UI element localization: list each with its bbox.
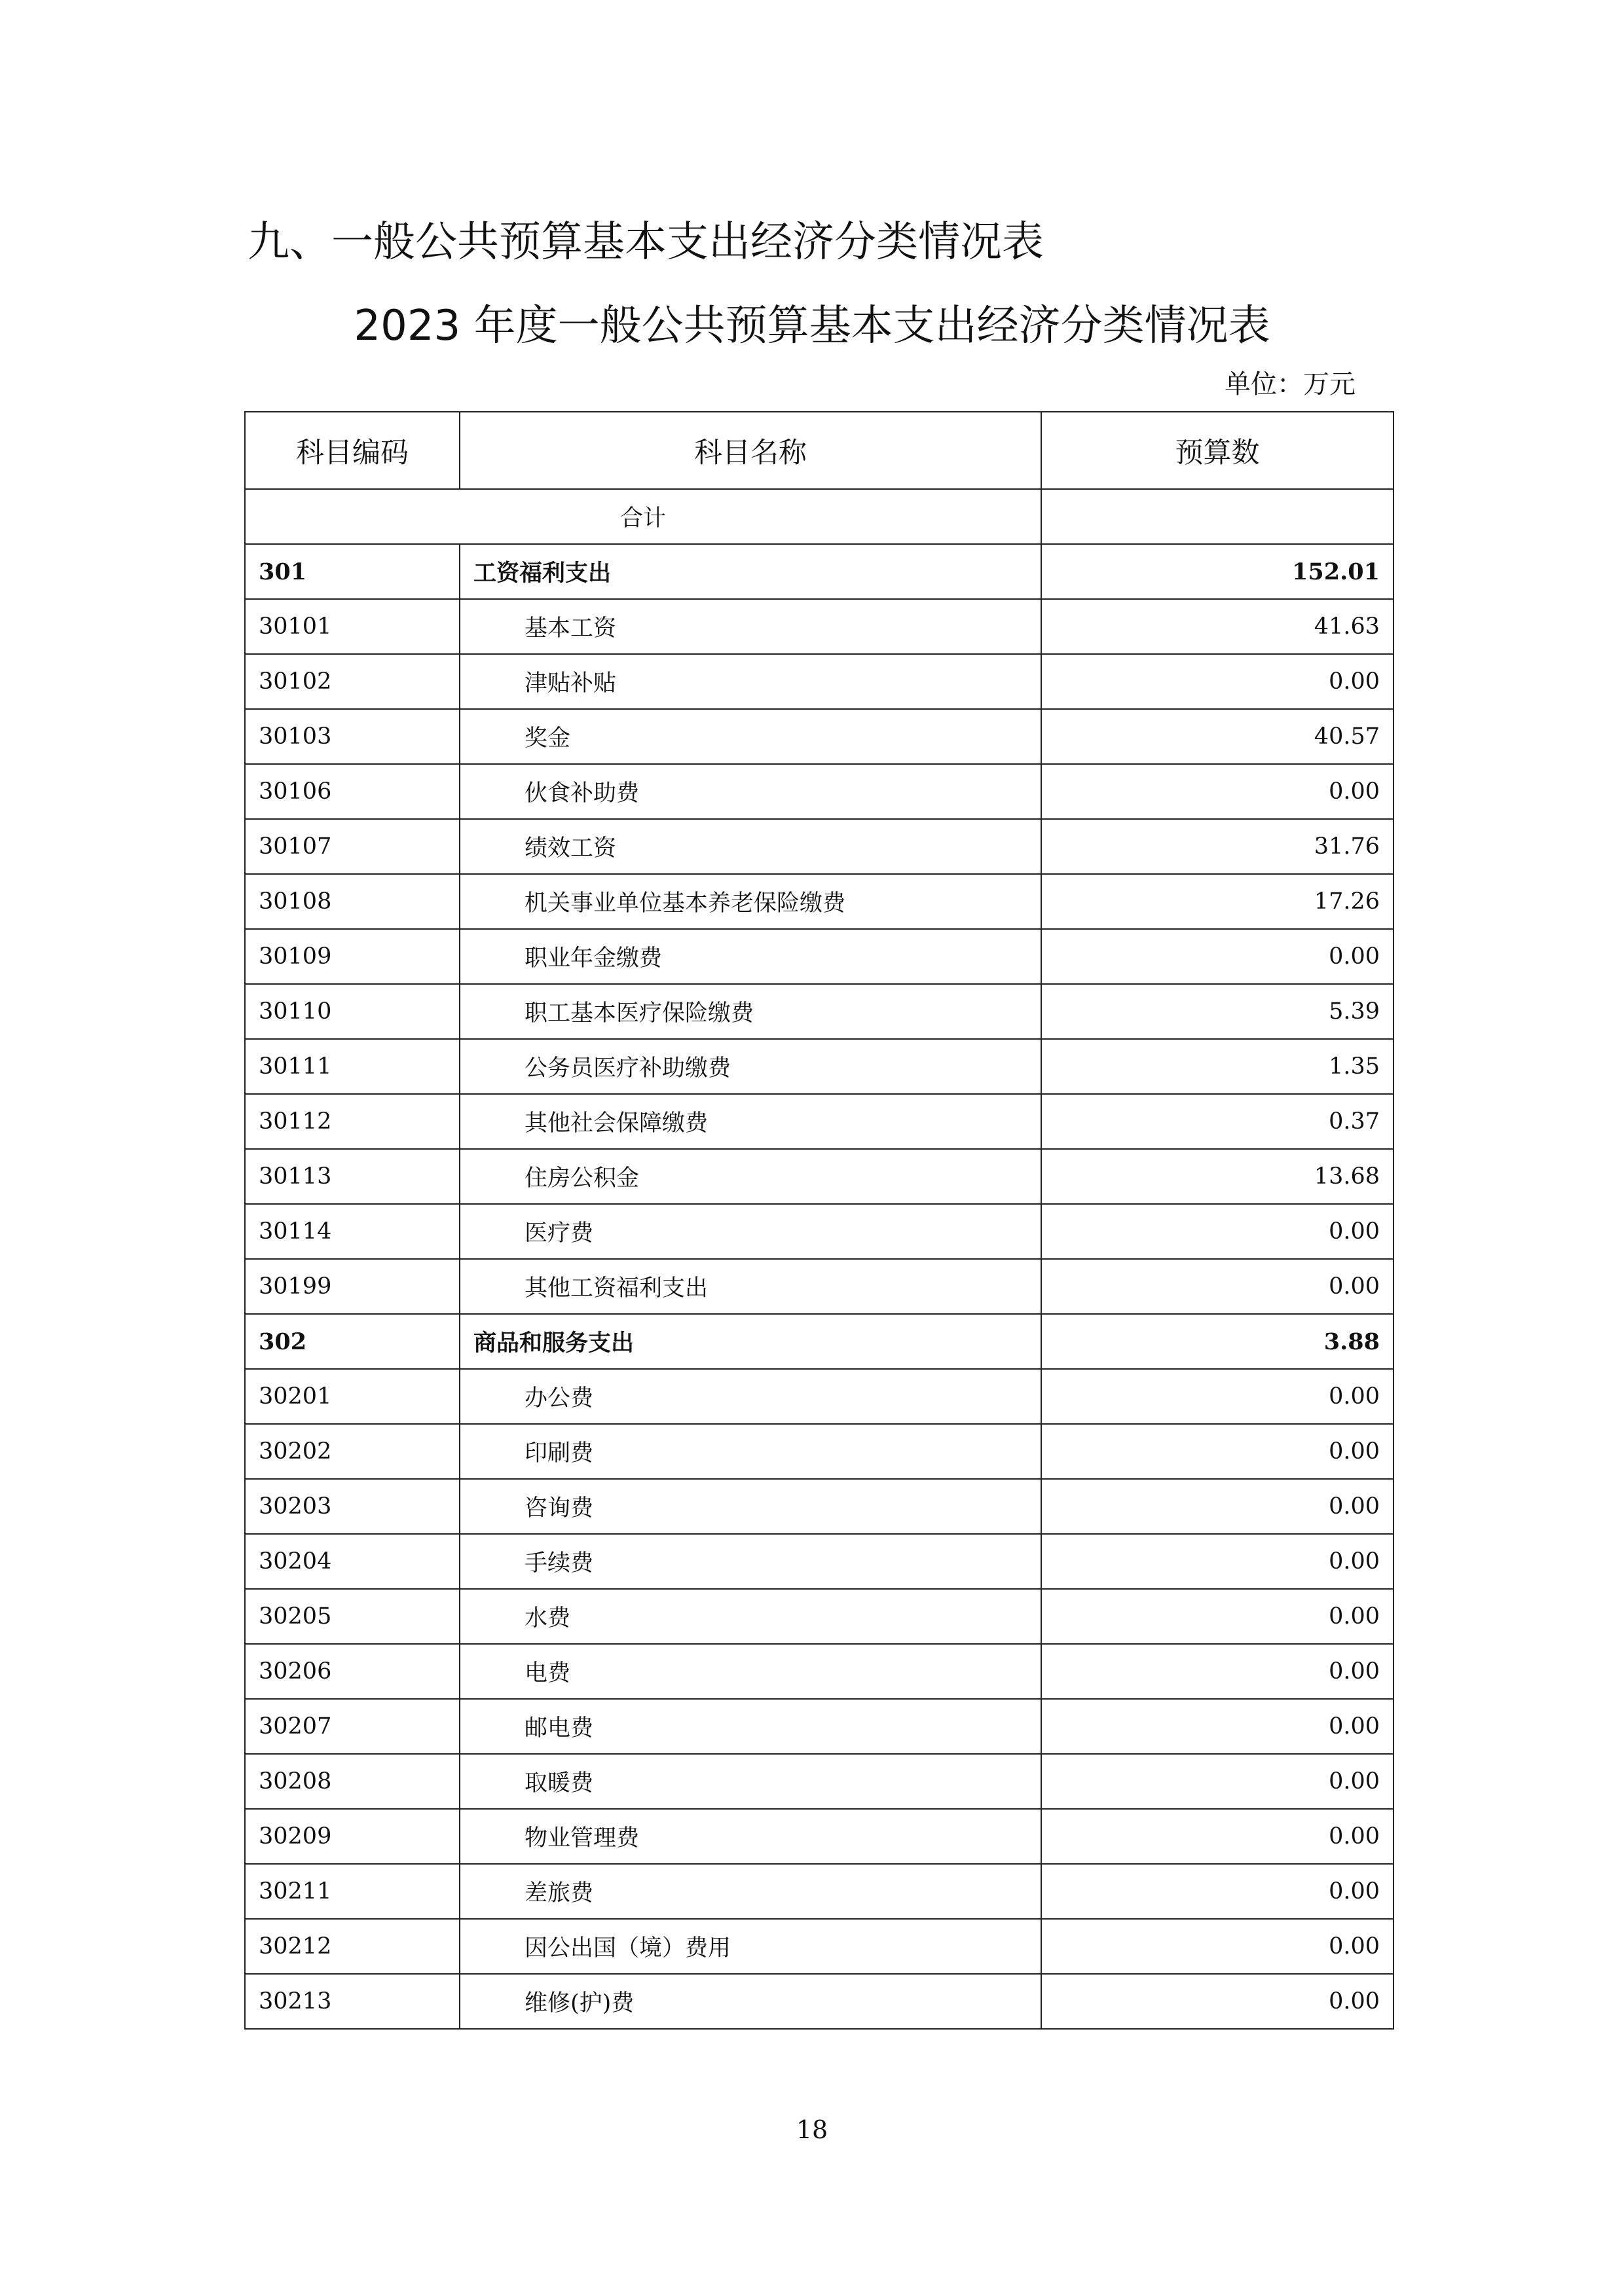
row-amount: 3.88 [1041,1314,1393,1369]
row-name: 职业年金缴费 [460,929,1041,984]
row-amount: 0.00 [1041,1754,1393,1809]
table-row [245,1149,1393,1204]
row-name: 职工基本医疗保险缴费 [460,984,1041,1039]
row-amount: 0.37 [1041,1094,1393,1149]
table-row [245,1919,1393,1974]
header-name: 科目名称 [460,412,1041,489]
row-amount: 17.26 [1041,874,1393,929]
table-row [245,1809,1393,1864]
row-code: 30102 [245,654,460,709]
table-row [245,599,1393,654]
table-row [245,819,1393,874]
row-amount: 0.00 [1041,1809,1393,1864]
row-name: 水费 [460,1589,1041,1644]
row-name: 取暖费 [460,1754,1041,1809]
row-amount: 5.39 [1041,984,1393,1039]
row-code: 30204 [245,1534,460,1589]
row-amount: 40.57 [1041,709,1393,764]
table-row [245,654,1393,709]
row-code: 30201 [245,1369,460,1424]
row-amount: 0.00 [1041,1369,1393,1424]
row-amount: 0.00 [1041,1974,1393,2029]
row-name: 住房公积金 [460,1149,1041,1204]
table-row [245,1864,1393,1919]
row-amount: 0.00 [1041,764,1393,819]
row-code: 30114 [245,1204,460,1259]
row-amount: 13.68 [1041,1149,1393,1204]
row-name: 商品和服务支出 [460,1314,1041,1369]
row-amount: 152.01 [1041,544,1393,599]
page-number: 18 [796,2115,828,2144]
row-code: 30208 [245,1754,460,1809]
table-row [245,1369,1393,1424]
total-amount [1041,489,1393,544]
row-code: 30113 [245,1149,460,1204]
row-code: 30207 [245,1699,460,1754]
row-amount: 0.00 [1041,1479,1393,1534]
row-name: 手续费 [460,1534,1041,1589]
header-amount: 预算数 [1041,412,1393,489]
table-row [245,929,1393,984]
row-code: 30205 [245,1589,460,1644]
budget-table [244,411,1394,2030]
table-row [245,1479,1393,1534]
row-name: 基本工资 [460,599,1041,654]
row-amount: 0.00 [1041,1644,1393,1699]
table-row [245,1259,1393,1314]
row-name: 邮电费 [460,1699,1041,1754]
row-code: 301 [245,544,460,599]
row-code: 30112 [245,1094,460,1149]
row-code: 30107 [245,819,460,874]
row-code: 30202 [245,1424,460,1479]
row-name: 绩效工资 [460,819,1041,874]
row-name: 奖金 [460,709,1041,764]
table-row [245,544,1393,599]
table-row [245,1754,1393,1809]
total-label: 合计 [245,489,1041,544]
table-row [245,1424,1393,1479]
row-code: 30108 [245,874,460,929]
row-amount: 0.00 [1041,1424,1393,1479]
row-amount: 0.00 [1041,654,1393,709]
row-amount: 0.00 [1041,1204,1393,1259]
unit-label: 单位：万元 [1225,369,1356,399]
row-amount: 0.00 [1041,1259,1393,1314]
row-name: 咨询费 [460,1479,1041,1534]
row-name: 机关事业单位基本养老保险缴费 [460,874,1041,929]
row-name: 物业管理费 [460,1809,1041,1864]
row-code: 30212 [245,1919,460,1974]
row-amount: 0.00 [1041,1699,1393,1754]
table-title: 2023 年度一般公共预算基本支出经济分类情况表 [354,302,1270,350]
row-amount: 1.35 [1041,1039,1393,1094]
row-name: 其他社会保障缴费 [460,1094,1041,1149]
header-code: 科目编码 [245,412,460,489]
row-name: 差旅费 [460,1864,1041,1919]
row-code: 302 [245,1314,460,1369]
row-name: 电费 [460,1644,1041,1699]
row-name: 伙食补助费 [460,764,1041,819]
row-name: 办公费 [460,1369,1041,1424]
table-row [245,1314,1393,1369]
table-row [245,1644,1393,1699]
row-code: 30106 [245,764,460,819]
row-code: 30109 [245,929,460,984]
row-name: 因公出国（境）费用 [460,1919,1041,1974]
section-title: 九、一般公共预算基本支出经济分类情况表 [248,218,1044,266]
row-code: 30101 [245,599,460,654]
table-row [245,1534,1393,1589]
row-code: 30211 [245,1864,460,1919]
row-code: 30203 [245,1479,460,1534]
row-amount: 41.63 [1041,599,1393,654]
table-row [245,874,1393,929]
row-code: 30209 [245,1809,460,1864]
table-row [245,764,1393,819]
row-name: 津贴补贴 [460,654,1041,709]
row-amount: 0.00 [1041,1864,1393,1919]
table-row [245,1589,1393,1644]
row-code: 30110 [245,984,460,1039]
table-row [245,1699,1393,1754]
row-name: 工资福利支出 [460,544,1041,599]
table-row [245,1039,1393,1094]
table-row [245,1974,1393,2029]
row-name: 公务员医疗补助缴费 [460,1039,1041,1094]
row-code: 30206 [245,1644,460,1699]
row-amount: 0.00 [1041,929,1393,984]
row-name: 印刷费 [460,1424,1041,1479]
total-row [245,489,1393,544]
row-amount: 0.00 [1041,1919,1393,1974]
row-code: 30111 [245,1039,460,1094]
row-amount: 0.00 [1041,1534,1393,1589]
row-code: 30213 [245,1974,460,2029]
table-row [245,709,1393,764]
row-code: 30103 [245,709,460,764]
table-row [245,1094,1393,1149]
row-amount: 0.00 [1041,1589,1393,1644]
row-name: 医疗费 [460,1204,1041,1259]
row-name: 其他工资福利支出 [460,1259,1041,1314]
table-row [245,984,1393,1039]
table-header-row [245,412,1393,489]
row-name: 维修(护)费 [460,1974,1041,2029]
row-amount: 31.76 [1041,819,1393,874]
row-code: 30199 [245,1259,460,1314]
table-row [245,1204,1393,1259]
